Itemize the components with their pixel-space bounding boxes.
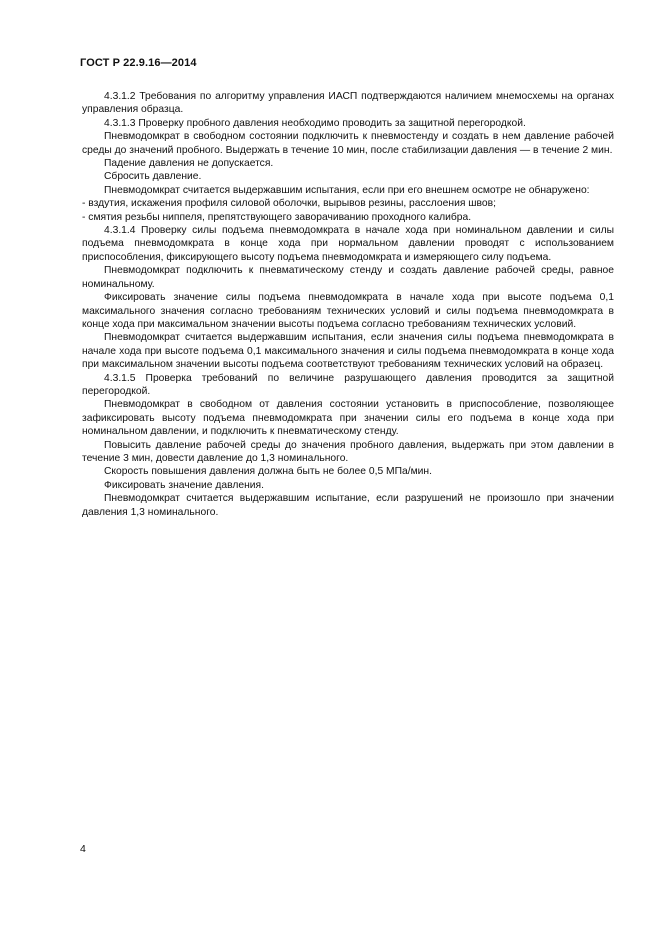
paragraph: Фиксировать значение силы подъема пневмодомкрата в начале хода при высоте подъема 0,1 максимального значения согласно требованиям технических условий и силы подъема пневмодомкрата в конце хода при максимальном значении высоты подъема согласно требованиям технических условий. <box>82 292 614 330</box>
paragraph: Пневмодомкрат считается выдержавшим испытание, если разрушений не произошло при значении давления 1,3 номинального. <box>82 493 614 518</box>
paragraph: Пневмодомкрат считается выдержавшим испытания, если при его внешнем осмотре не обнаружено: <box>104 184 590 196</box>
paragraph-4-3-1-2: 4.3.1.2 Требования по алгоритму управления ИАСП подтверждаются наличием мнемосхемы на органах управления образца. <box>82 91 614 116</box>
list-item: - вздутия, искажения профиля силовой оболочки, вырывов резины, расслоения швов; <box>82 198 496 210</box>
paragraph: Скорость повышения давления должна быть не более 0,5 МПа/мин. <box>104 466 432 478</box>
paragraph: Падение давления не допускается. <box>104 158 274 170</box>
paragraph: Пневмодомкрат подключить к пневматическому стенду и создать давление рабочей среды, равное номинальному. <box>82 265 614 290</box>
document-body <box>82 90 614 519</box>
paragraph-4-3-1-4: 4.3.1.4 Проверку силы подъема пневмодомкрата в начале хода при номинальном давлении и силы подъема пневмодомкрата в конце хода при нормальном давлении проводят с использованием приспособления, фиксирующего высоту подъема пневмодомкрата и измеряющего силу подъема. <box>82 225 614 263</box>
paragraph-4-3-1-5: 4.3.1.5 Проверка требований по величине разрушающего давления проводится за защитной перегородкой. <box>82 372 614 397</box>
paragraph: Фиксировать значение давления. <box>104 479 264 491</box>
paragraph: Повысить давление рабочей среды до значения пробного давления, выдержать при этом давлении в течение 3 мин, довести давление до 1,3 номинального. <box>82 439 614 464</box>
page-number: 4 <box>80 843 86 855</box>
document-header: ГОСТ Р 22.9.16—2014 <box>80 57 197 69</box>
paragraph: Пневмодомкрат в свободном состоянии подключить к пневмостенду и создать в нем давление рабочей среды до значений пробного. Выдержать в течение 10 мин, после стабилизации давления — в течение 2 мин. <box>82 131 614 156</box>
paragraph-4-3-1-3: 4.3.1.3 Проверку пробного давления необходимо проводить за защитной перегородкой. <box>104 117 526 129</box>
paragraph: Сбросить давление. <box>104 171 202 183</box>
paragraph: Пневмодомкрат в свободном от давления состоянии установить в приспособление, позволяющее зафиксировать высоту подъема пневмодомкрата при значении силы его подъема в конце хода при номинальном давлении, и подключить к пневматическому стенду. <box>82 399 614 438</box>
paragraph: Пневмодомкрат считается выдержавшим испытания, если значения силы подъема пневмодомкрата в начале хода при высоте подъема 0,1 максимального значения и силы подъема пневмодомкрата в конце хода при максимальном значении высоты подъема соответствуют требованиям технических условий на образец. <box>82 332 614 371</box>
list-item: - смятия резьбы ниппеля, препятствующего заворачиванию проходного калибра. <box>82 211 472 223</box>
